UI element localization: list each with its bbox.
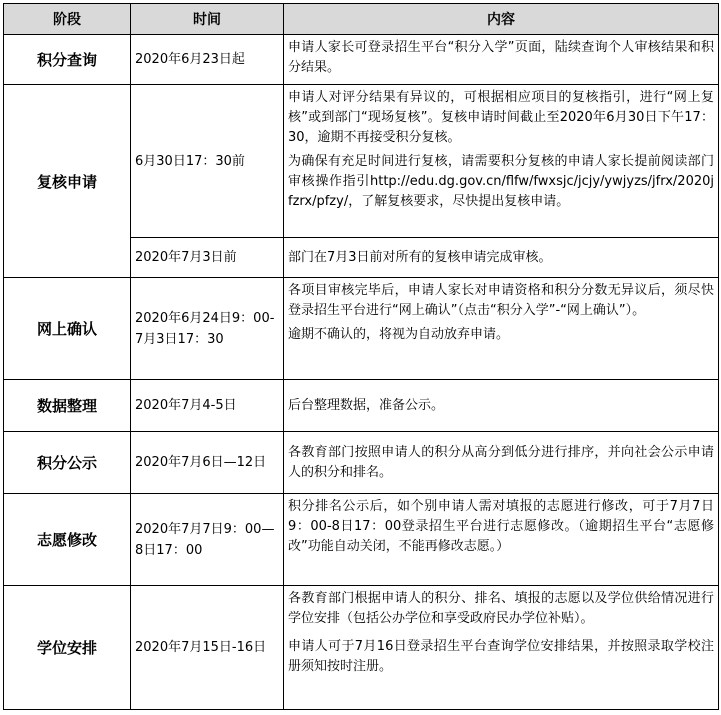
- stage-cell: 数据整理: [4, 380, 131, 432]
- content-cell: [284, 380, 719, 432]
- time-cell: 2020年7月15日-16日: [131, 586, 284, 710]
- table-row: [4, 278, 719, 380]
- header-row: [4, 4, 719, 35]
- content-cell: [284, 432, 719, 494]
- content-paragraph: 申请人家长可登录招生平台“积分入学”页面，陆续查询个人审核结果和积分结果。: [288, 40, 714, 75]
- stage-cell: 网上确认: [4, 278, 131, 380]
- content-paragraph: 各项目审核完毕后，申请人家长对申请资格和积分分数无异议后，须尽快登录招生平台进行“网上确认”（点击“积分入学”-“网上确认”）。: [288, 283, 714, 318]
- table-row: [4, 85, 719, 238]
- content-paragraph: 为确保有充足时间进行复核，请需要积分复核的申请人家长提前阅读部门审核操作指引http://edu.dg.gov.cn/flfw/fwxsjc/jcjy/ywjyzs/jfrx/2020jfzrx/pfzy/，了解复核要求，尽快提出复核申请。: [288, 154, 714, 209]
- content-cell: [284, 238, 719, 278]
- header-content: 内容: [284, 4, 719, 35]
- stage-cell: 复核申请: [4, 85, 131, 278]
- time-cell: 2020年7月7日9：00—8日17：00: [131, 494, 284, 586]
- schedule-table: [3, 3, 719, 710]
- table-row: [4, 35, 719, 85]
- content-cell: [284, 494, 719, 586]
- table-row: [4, 432, 719, 494]
- content-paragraph: 各教育部门按照申请人的积分从高分到低分进行排序，并向社会公示申请人的积分和排名。: [288, 444, 714, 480]
- stage-cell: 志愿修改: [4, 494, 131, 586]
- time-cell: 2020年7月6日—12日: [131, 432, 284, 494]
- content-cell: [284, 35, 719, 85]
- time-cell: 2020年7月3日前: [131, 238, 284, 278]
- content-cell: [284, 586, 719, 710]
- header-stage: 阶段: [4, 4, 131, 35]
- stage-cell: 积分查询: [4, 35, 131, 85]
- time-cell: 2020年7月4-5日: [131, 380, 284, 432]
- content-paragraph: 逾期不确认的，将视为自动放弃申请。: [288, 327, 510, 342]
- table-row: [4, 380, 719, 432]
- content-paragraph: 积分排名公示后，如个别申请人需对填报的志愿进行修改，可于7月7日9：00-8日17：00登录招生平台进行志愿修改。（逾期招生平台“志愿修改”功能自动关闭，不能再修改志愿。）: [288, 499, 714, 554]
- header-time: 时间: [131, 4, 284, 35]
- content-cell: [284, 278, 719, 380]
- content-paragraph: 后台整理数据，准备公示。: [288, 397, 445, 413]
- time-cell: 6月30日17：30前: [131, 85, 284, 238]
- time-cell: 2020年6月23日起: [131, 35, 284, 85]
- content-paragraph: 各教育部门根据申请人的积分、排名、填报的志愿以及学位供给情况进行学位安排（包括公办学位和享受政府民办学位补贴）。: [288, 591, 714, 626]
- table-row: [4, 494, 719, 586]
- content-paragraph: 部门在7月3日前对所有的复核申请完成审核。: [288, 249, 552, 265]
- content-paragraph: 申请人可于7月16日登录招生平台查询学位安排结果，并按照录取学校注册须知按时注册。: [288, 639, 714, 674]
- stage-cell: 积分公示: [4, 432, 131, 494]
- time-cell: 2020年6月24日9：00-7月3日17：30: [131, 278, 284, 380]
- content-cell: [284, 85, 719, 238]
- stage-cell: 学位安排: [4, 586, 131, 710]
- content-paragraph: 申请人对评分结果有异议的，可根据相应项目的复核指引，进行“网上复核”或到部门“现场复核”。复核申请时间截止至2020年6月30日下午17：30，逾期不再接受积分复核。: [288, 90, 714, 145]
- table-row: [4, 586, 719, 710]
